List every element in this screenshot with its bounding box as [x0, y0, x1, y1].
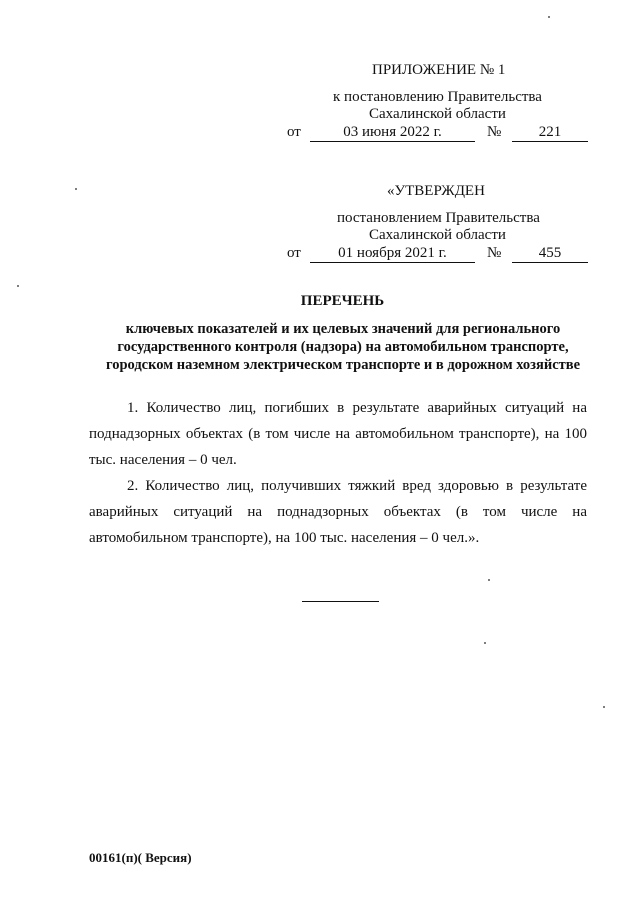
appendix-number-label: №: [487, 124, 502, 140]
scan-speck: [17, 285, 19, 287]
item-line: 2. Количество лиц, получивших тяжкий вред здоровью в результате: [127, 478, 587, 494]
scan-speck: [484, 642, 486, 644]
scan-speck: [75, 188, 77, 190]
item-line: 1. Количество лиц, погибших в результате аварийных ситуаций на: [127, 400, 587, 416]
scan-speck: [548, 16, 550, 18]
approved-from-label: от: [287, 245, 301, 261]
closing-divider: [302, 601, 379, 602]
appendix-from-label: от: [287, 124, 301, 140]
list-item: [89, 473, 587, 551]
subtitle-line: ключевых показателей и их целевых значений для регионального: [125, 321, 561, 337]
item-line: тыс. населения – 0 чел.: [89, 452, 237, 468]
subtitle-line: государственного контроля (надзора) на автомобильном транспорте,: [117, 339, 569, 355]
document-subtitle: [89, 320, 597, 374]
appendix-region: Сахалинской области: [369, 106, 506, 122]
document-code: 00161(п)( Версия): [89, 850, 192, 865]
item-line: поднадзорных объектах (в том числе на автомобильном транспорте), на 100: [89, 426, 587, 442]
appendix-date-field: 03 июня 2022 г.: [310, 123, 475, 142]
appendix-to-line: к постановлению Правительства: [333, 89, 542, 105]
appendix-number-field: 221: [512, 123, 588, 142]
scan-speck: [603, 706, 605, 708]
approved-number-label: №: [487, 245, 502, 261]
approved-number-field: 455: [512, 244, 588, 263]
approved-title: «УТВЕРЖДЕН: [387, 183, 485, 199]
document-title: ПЕРЕЧЕНЬ: [300, 293, 385, 309]
approved-date-field: 01 ноября 2021 г.: [310, 244, 475, 263]
approved-region: Сахалинской области: [369, 227, 506, 243]
item-line: автомобильном транспорте), на 100 тыс. населения – 0 чел.».: [89, 530, 480, 546]
appendix-title: ПРИЛОЖЕНИЕ № 1: [372, 62, 506, 78]
list-item: [89, 395, 587, 473]
scan-speck: [488, 579, 490, 581]
subtitle-line: городском наземном электрическом транспорте и в дорожном хозяйстве: [105, 357, 581, 373]
approved-by-line: постановлением Правительства: [337, 210, 540, 226]
item-line: аварийных ситуаций на поднадзорных объектах (в том числе на: [89, 504, 587, 520]
